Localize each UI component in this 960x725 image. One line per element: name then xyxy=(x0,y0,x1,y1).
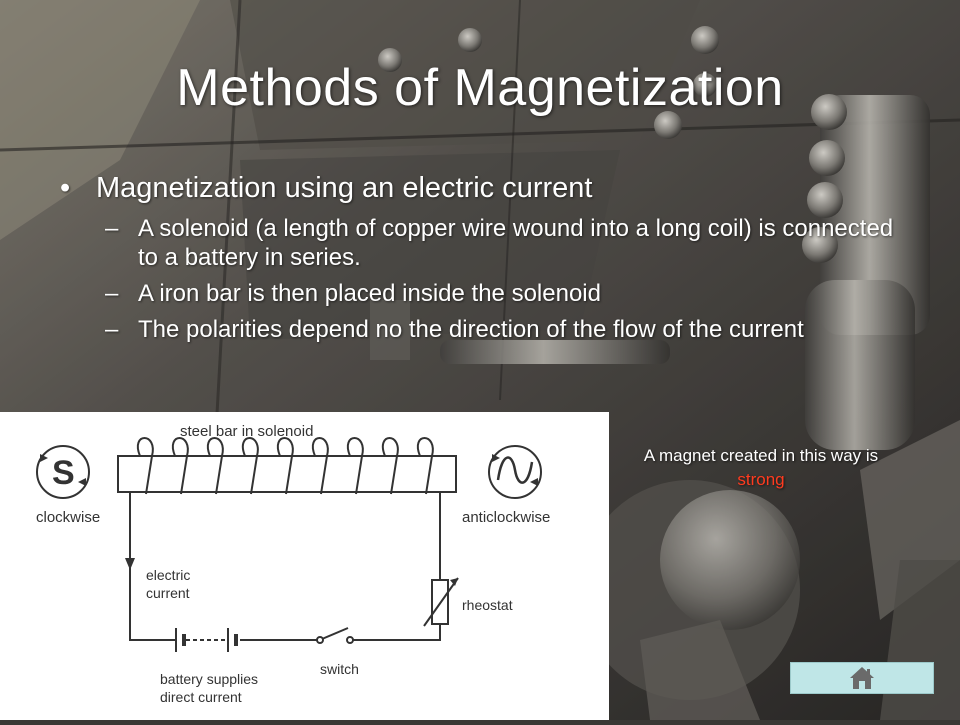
bullet-list xyxy=(60,172,900,344)
electric-current-label-2: current xyxy=(146,585,190,601)
bullet-mark: • xyxy=(60,172,71,204)
current-arrow xyxy=(125,558,135,570)
sub-bullet-dash: – xyxy=(105,316,119,343)
note-text xyxy=(630,444,892,492)
sub-bullet-text: A solenoid (a length of copper wire wound into a long coil) is connected to a battery in series. xyxy=(138,215,894,271)
sub-bullet-dash: – xyxy=(105,215,119,242)
rheostat xyxy=(424,578,458,626)
switch xyxy=(317,628,353,643)
circuit-wire xyxy=(130,492,440,640)
home-icon xyxy=(849,666,875,690)
south-pole-label: S xyxy=(52,454,75,492)
electric-current-label-1: electric xyxy=(146,567,191,583)
note-prefix: A magnet created in this way is xyxy=(643,446,879,465)
sub-bullet-dash: – xyxy=(105,280,119,307)
rheostat-label: rheostat xyxy=(462,597,513,613)
steel-bar-label: steel bar in solenoid xyxy=(180,423,314,440)
switch-label: switch xyxy=(320,661,359,677)
solenoid-circuit-diagram xyxy=(0,412,609,720)
battery-label-2: direct current xyxy=(160,689,242,705)
sub-bullet-item xyxy=(105,214,900,272)
sub-bullet-item xyxy=(105,279,900,308)
bullet-item xyxy=(60,172,900,205)
sub-bullet-text: A iron bar is then placed inside the solenoid xyxy=(138,280,601,307)
battery xyxy=(176,628,236,652)
sub-bullet-text: The polarities depend no the direction of the flow of the current xyxy=(138,316,804,343)
battery-label-1: battery supplies xyxy=(160,671,259,687)
clockwise-label: clockwise xyxy=(36,509,101,526)
home-button[interactable] xyxy=(790,662,934,694)
clockwise-symbol xyxy=(37,446,89,498)
slide-title: Methods of Magnetization xyxy=(176,59,784,117)
anticlockwise-symbol xyxy=(489,446,541,498)
solenoid-coil xyxy=(138,438,433,494)
note-highlight: strong xyxy=(737,470,785,489)
anticlockwise-label: anticlockwise xyxy=(462,509,551,526)
sub-bullet-item xyxy=(105,315,900,344)
bullet-text: Magnetization using an electric current xyxy=(96,172,593,204)
